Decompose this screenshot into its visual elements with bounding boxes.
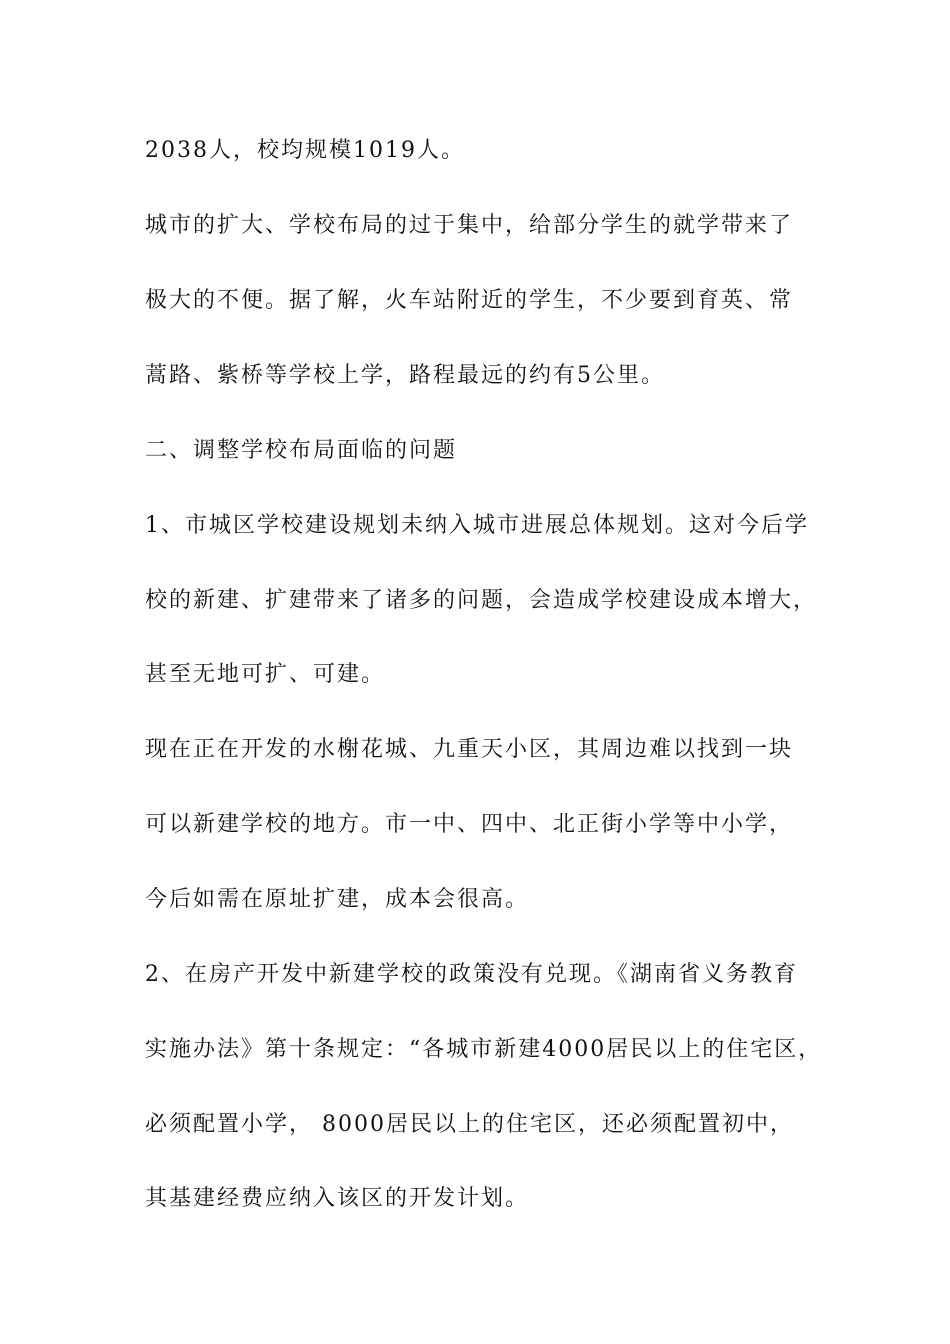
text-line: 实施办法》第十条规定：“各城市新建4000居民以上的住宅区，	[145, 1037, 823, 1062]
text-line: 2038人，校均规模1019人。	[145, 138, 465, 163]
text-line: 1、市城区学校建设规划未纳入城市进展总体规划。这对今后学	[145, 513, 809, 538]
text-line: 极大的不便。据了解，火车站附近的学生，不少要到育英、常	[145, 288, 794, 313]
text-line: 今后如需在原址扩建，成本会很高。	[145, 887, 530, 912]
text-line: 校的新建、扩建带来了诸多的问题，会造成学校建设成本增大，	[145, 588, 818, 613]
text-line: 必须配置小学， 8000居民以上的住宅区，还必须配置初中，	[145, 1112, 794, 1137]
text-line: 城市的扩大、学校布局的过于集中，给部分学生的就学带来了	[145, 213, 794, 238]
text-line: 可以新建学校的地方。市一中、四中、北正街小学等中小学，	[145, 812, 794, 837]
section-heading: 二、调整学校布局面临的问题	[145, 438, 458, 463]
text-line: 其基建经费应纳入该区的开发计划。	[145, 1186, 530, 1211]
text-line: 甚至无地可扩、可建。	[145, 662, 386, 687]
text-line: 2、在房产开发中新建学校的政策没有兑现。《湖南省义务教育	[145, 962, 798, 987]
text-line: 蒿路、紫桥等学校上学，路程最远的约有5公里。	[145, 363, 665, 388]
text-line: 现在正在开发的水榭花城、九重天小区，其周边难以找到一块	[145, 737, 794, 762]
